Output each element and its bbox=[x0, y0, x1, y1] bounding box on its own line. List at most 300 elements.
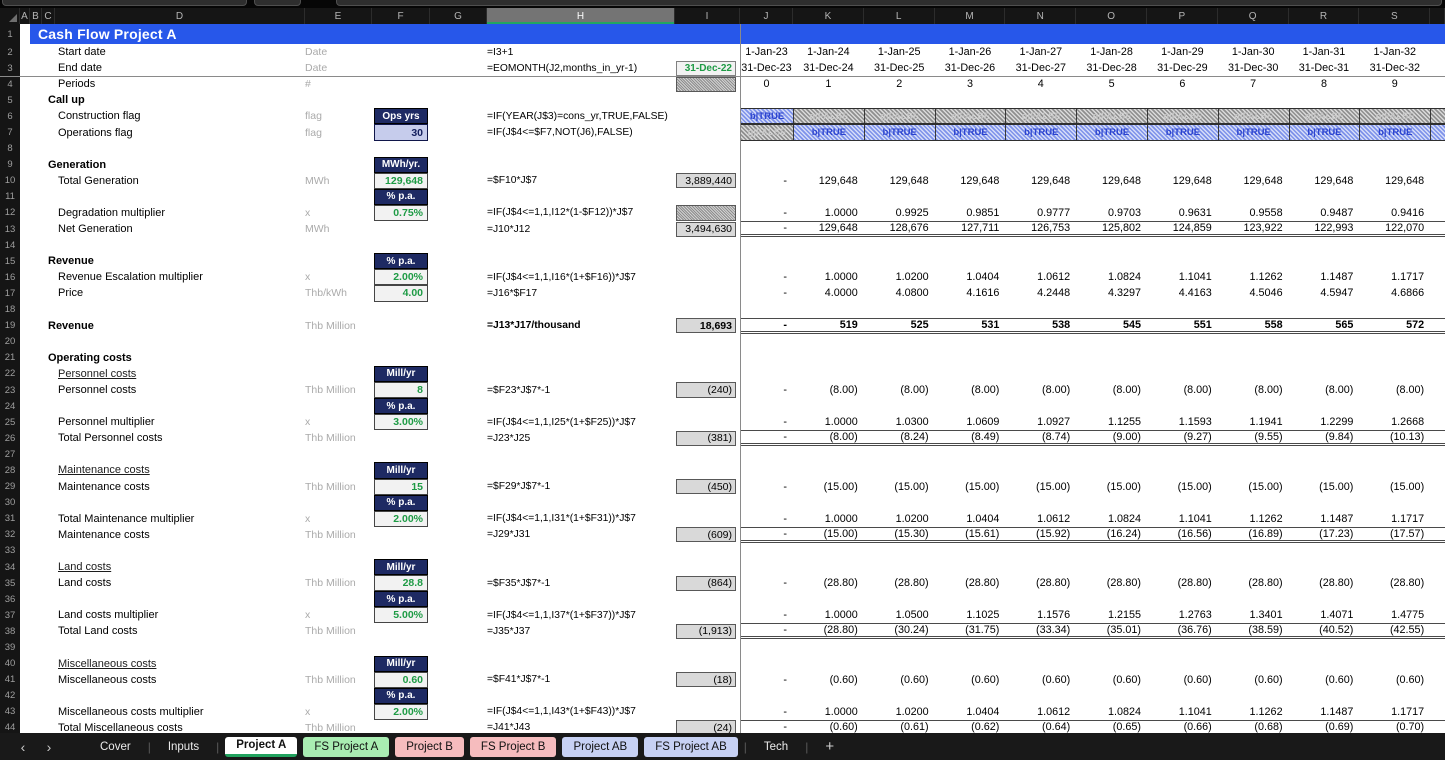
row-header-35[interactable]: 35 bbox=[0, 575, 20, 591]
cell-g11[interactable] bbox=[430, 189, 487, 205]
cell-o38[interactable]: (35.01) bbox=[1106, 624, 1141, 637]
cell-f25[interactable] bbox=[372, 414, 430, 430]
cell-g38[interactable] bbox=[430, 623, 487, 639]
cell-i22[interactable] bbox=[675, 366, 740, 382]
cell-g40[interactable] bbox=[430, 656, 487, 672]
cell-e8[interactable] bbox=[305, 141, 372, 157]
row-header-22[interactable]: 22 bbox=[0, 366, 20, 382]
cell-s17[interactable]: 4.6866 bbox=[1391, 287, 1425, 300]
cell-h25[interactable]: =IF(J$4<=1,1,I25*(1+$F25))*J$7 bbox=[487, 416, 636, 428]
cell-f3[interactable] bbox=[372, 60, 430, 76]
cell-m44[interactable]: (0.62) bbox=[971, 720, 1000, 733]
cell-s16[interactable]: 1.1717 bbox=[1391, 271, 1425, 284]
row-header-38[interactable]: 38 bbox=[0, 623, 20, 639]
cell-g3[interactable] bbox=[430, 60, 487, 76]
cell-t19[interactable] bbox=[1430, 319, 1445, 331]
cell-i37[interactable] bbox=[675, 607, 740, 623]
cell-h3[interactable]: =EOMONTH(J2,months_in_yr-1) bbox=[487, 62, 638, 74]
cell-h33[interactable] bbox=[487, 543, 675, 559]
cell-i3[interactable] bbox=[675, 60, 740, 76]
input-cell-f7[interactable]: 30 bbox=[374, 124, 428, 140]
cell-d37[interactable]: Land costs multiplier bbox=[58, 609, 159, 622]
column-header-a[interactable]: A bbox=[20, 8, 30, 24]
cell-s12[interactable]: 0.9416 bbox=[1391, 206, 1425, 219]
row-header-29[interactable]: 29 bbox=[0, 479, 20, 495]
cell-i26[interactable] bbox=[675, 430, 740, 446]
cell-p17[interactable]: 4.4163 bbox=[1178, 287, 1212, 300]
cell-r29[interactable]: (15.00) bbox=[1319, 480, 1354, 493]
cell-h2[interactable]: =I3+1 bbox=[487, 46, 514, 58]
cell-q29[interactable]: (15.00) bbox=[1248, 480, 1283, 493]
row-header-7[interactable]: 7 bbox=[0, 124, 20, 140]
cell-g19[interactable] bbox=[430, 318, 487, 334]
row-header-39[interactable]: 39 bbox=[0, 639, 20, 655]
cell-h20[interactable] bbox=[487, 334, 675, 350]
cell-i27[interactable] bbox=[675, 446, 740, 462]
cell-o2[interactable]: 1-Jan-28 bbox=[1090, 46, 1133, 59]
cell-d7[interactable]: Operations flag bbox=[58, 126, 133, 139]
cell-r7[interactable]: b|TRUE bbox=[1289, 125, 1360, 139]
cell-s32[interactable]: (17.57) bbox=[1389, 527, 1425, 540]
cell-d9[interactable]: Generation bbox=[48, 158, 107, 171]
value-cell-i13[interactable]: 3,494,630 bbox=[676, 222, 736, 237]
cell-p19[interactable]: 551 bbox=[1193, 318, 1212, 331]
row-header-6[interactable]: 6 bbox=[0, 108, 20, 124]
cell-h35[interactable]: =$F35*J$7*-1 bbox=[487, 577, 551, 589]
cell-f17[interactable] bbox=[372, 285, 430, 301]
cell-f27[interactable] bbox=[372, 446, 430, 462]
row-header-1[interactable]: 1 bbox=[0, 24, 20, 44]
cell-d31[interactable]: Total Maintenance multiplier bbox=[58, 512, 195, 525]
cell-n7[interactable]: b|TRUE bbox=[1005, 125, 1076, 139]
cell-p6[interactable]: g|FALSE bbox=[1147, 109, 1218, 123]
cell-j12[interactable]: - bbox=[783, 206, 787, 219]
cell-q32[interactable]: (16.89) bbox=[1248, 527, 1283, 540]
input-cell-f43[interactable]: 2.00% bbox=[374, 704, 428, 720]
cell-h16[interactable]: =IF(J$4<=1,1,I16*(1+$F16))*J$7 bbox=[487, 271, 636, 283]
cell-l41[interactable]: (0.60) bbox=[900, 673, 929, 686]
row-header-25[interactable]: 25 bbox=[0, 414, 20, 430]
cell-n13[interactable]: 126,753 bbox=[1031, 222, 1071, 235]
cell-e11[interactable] bbox=[305, 189, 372, 205]
cell-g16[interactable] bbox=[430, 269, 487, 285]
cell-l31[interactable]: 1.0200 bbox=[895, 512, 929, 525]
cell-k35[interactable]: (28.80) bbox=[823, 577, 858, 590]
cell-p29[interactable]: (15.00) bbox=[1177, 480, 1212, 493]
input-cell-f11[interactable]: % p.a. bbox=[374, 189, 428, 205]
cell-o10[interactable]: 129,648 bbox=[1101, 174, 1141, 187]
cell-i5[interactable] bbox=[675, 92, 740, 108]
cell-h32[interactable]: =J29*J31 bbox=[487, 529, 531, 541]
cell-h23[interactable]: =$F23*J$7*-1 bbox=[487, 384, 551, 396]
cell-f19[interactable] bbox=[372, 318, 430, 334]
cell-i40[interactable] bbox=[675, 656, 740, 672]
cell-h39[interactable] bbox=[487, 639, 675, 655]
cell-f44[interactable] bbox=[372, 720, 430, 733]
cell-e30[interactable] bbox=[305, 495, 372, 511]
input-cell-f41[interactable]: 0.60 bbox=[374, 672, 428, 688]
input-cell-f25[interactable]: 3.00% bbox=[374, 414, 428, 430]
cell-g26[interactable] bbox=[430, 430, 487, 446]
cell-m12[interactable]: 0.9851 bbox=[966, 206, 1000, 219]
cell-q7[interactable]: b|TRUE bbox=[1218, 125, 1289, 139]
row-header-42[interactable]: 42 bbox=[0, 688, 20, 704]
cell-m37[interactable]: 1.1025 bbox=[966, 609, 1000, 622]
cell-s37[interactable]: 1.4775 bbox=[1391, 609, 1425, 622]
cell-f7[interactable] bbox=[372, 124, 430, 140]
cell-e25[interactable]: x bbox=[305, 416, 311, 429]
cell-m25[interactable]: 1.0609 bbox=[966, 416, 1000, 429]
cell-b1-title[interactable] bbox=[30, 24, 1445, 44]
cell-r12[interactable]: 0.9487 bbox=[1320, 206, 1354, 219]
cell-g6[interactable] bbox=[430, 108, 487, 124]
cell-r16[interactable]: 1.1487 bbox=[1320, 271, 1354, 284]
column-header-g[interactable]: G bbox=[430, 8, 487, 24]
cell-f14[interactable] bbox=[372, 237, 430, 253]
cell-g35[interactable] bbox=[430, 575, 487, 591]
cell-g7[interactable] bbox=[430, 124, 487, 140]
cell-e19[interactable]: Thb Million bbox=[305, 319, 356, 332]
cell-o23[interactable]: (8.00) bbox=[1112, 384, 1141, 397]
cell-d18[interactable] bbox=[20, 302, 305, 318]
cell-t26[interactable] bbox=[1430, 431, 1445, 443]
cell-g17[interactable] bbox=[430, 285, 487, 301]
cell-g30[interactable] bbox=[430, 495, 487, 511]
row-header-3[interactable]: 3 bbox=[0, 60, 20, 76]
cell-m4[interactable]: 3 bbox=[966, 78, 973, 91]
cell-g9[interactable] bbox=[430, 157, 487, 173]
cell-h29[interactable]: =$F29*J$7*-1 bbox=[487, 481, 551, 493]
cell-j16[interactable]: - bbox=[783, 271, 787, 284]
cell-s41[interactable]: (0.60) bbox=[1395, 673, 1425, 686]
cell-o29[interactable]: (15.00) bbox=[1106, 480, 1141, 493]
cell-e43[interactable]: x bbox=[305, 705, 311, 718]
cell-q35[interactable]: (28.80) bbox=[1248, 577, 1283, 590]
cell-d36[interactable] bbox=[20, 591, 305, 607]
tab-cover[interactable]: Cover bbox=[100, 740, 131, 753]
tab-inputs[interactable]: Inputs bbox=[167, 740, 200, 753]
cell-l29[interactable]: (15.00) bbox=[894, 480, 929, 493]
value-cell-i12[interactable] bbox=[676, 205, 736, 220]
row-header-12[interactable]: 12 bbox=[0, 205, 20, 221]
cell-g4[interactable] bbox=[430, 76, 487, 92]
cell-h12[interactable]: =IF(J$4<=1,1,I12*(1-$F12))*J$7 bbox=[487, 207, 634, 219]
cell-h21[interactable] bbox=[487, 350, 675, 366]
cell-s19[interactable]: 572 bbox=[1406, 318, 1425, 331]
cell-q2[interactable]: 1-Jan-30 bbox=[1231, 46, 1275, 59]
cell-d23[interactable]: Personnel costs bbox=[58, 384, 137, 397]
cell-f33[interactable] bbox=[372, 543, 430, 559]
cell-f4[interactable] bbox=[372, 76, 430, 92]
cell-n19[interactable]: 538 bbox=[1052, 318, 1071, 331]
cell-d39[interactable] bbox=[20, 639, 305, 655]
cell-m7[interactable]: b|TRUE bbox=[935, 125, 1006, 139]
cell-j37[interactable]: - bbox=[783, 609, 787, 622]
cell-p35[interactable]: (28.80) bbox=[1177, 577, 1212, 590]
cell-p2[interactable]: 1-Jan-29 bbox=[1161, 46, 1204, 59]
row-header-8[interactable]: 8 bbox=[0, 141, 20, 157]
add-sheet-button[interactable]: + bbox=[825, 738, 835, 755]
select-all-corner[interactable] bbox=[0, 8, 20, 24]
cell-f5[interactable] bbox=[372, 92, 430, 108]
cell-i42[interactable] bbox=[675, 688, 740, 704]
cell-t37[interactable] bbox=[1430, 607, 1445, 623]
cell-f18[interactable] bbox=[372, 302, 430, 318]
cell-s3[interactable]: 31-Dec-32 bbox=[1369, 62, 1420, 75]
cell-e23[interactable]: Thb Million bbox=[305, 384, 356, 397]
cell-h19[interactable]: =J13*J17/thousand bbox=[487, 320, 581, 332]
cell-g41[interactable] bbox=[430, 672, 487, 688]
cell-h22[interactable] bbox=[487, 366, 675, 382]
value-cell-i29[interactable]: (450) bbox=[676, 479, 736, 494]
cell-i17[interactable] bbox=[675, 285, 740, 301]
cell-n12[interactable]: 0.9777 bbox=[1037, 206, 1071, 219]
row-header-33[interactable]: 33 bbox=[0, 543, 20, 559]
cell-g37[interactable] bbox=[430, 607, 487, 623]
cell-q16[interactable]: 1.1262 bbox=[1249, 271, 1283, 284]
cell-e13[interactable]: MWh bbox=[305, 223, 330, 236]
cell-h44[interactable]: =J41*J43 bbox=[487, 722, 531, 733]
cell-o44[interactable]: (0.65) bbox=[1112, 720, 1141, 733]
cell-h36[interactable] bbox=[487, 591, 675, 607]
cell-m31[interactable]: 1.0404 bbox=[966, 512, 1000, 525]
row-header-19[interactable]: 19 bbox=[0, 318, 20, 334]
cell-f6[interactable] bbox=[372, 108, 430, 124]
cell-h27[interactable] bbox=[487, 446, 675, 462]
cell-f30[interactable] bbox=[372, 495, 430, 511]
cell-g15[interactable] bbox=[430, 253, 487, 269]
cell-h10[interactable]: =$F10*J$7 bbox=[487, 175, 538, 187]
cell-d15[interactable]: Revenue bbox=[48, 255, 94, 268]
cell-h8[interactable] bbox=[487, 141, 675, 157]
cell-f42[interactable] bbox=[372, 688, 430, 704]
cell-n43[interactable]: 1.0612 bbox=[1037, 705, 1071, 718]
cell-l6[interactable]: g|FALSE bbox=[864, 109, 935, 123]
cell-t17[interactable] bbox=[1430, 285, 1445, 301]
input-cell-f12[interactable]: 0.75% bbox=[374, 205, 428, 221]
input-cell-f22[interactable]: Mill/yr bbox=[374, 366, 428, 382]
cell-i39[interactable] bbox=[675, 639, 740, 655]
cell-r26[interactable]: (9.84) bbox=[1325, 431, 1354, 444]
cell-l37[interactable]: 1.0500 bbox=[895, 609, 929, 622]
cell-d12[interactable]: Degradation multiplier bbox=[58, 206, 165, 219]
cell-o43[interactable]: 1.0824 bbox=[1107, 705, 1141, 718]
cell-g2[interactable] bbox=[430, 44, 487, 60]
input-cell-f34[interactable]: Mill/yr bbox=[374, 559, 428, 575]
column-header-s[interactable]: S bbox=[1359, 8, 1430, 24]
cell-j31[interactable]: - bbox=[783, 512, 787, 525]
value-cell-i44[interactable]: (24) bbox=[676, 720, 736, 733]
cell-f35[interactable] bbox=[372, 575, 430, 591]
cell-l26[interactable]: (8.24) bbox=[900, 431, 929, 444]
cell-e4[interactable]: # bbox=[305, 78, 311, 91]
cell-e26[interactable]: Thb Million bbox=[305, 432, 356, 445]
cell-r17[interactable]: 4.5947 bbox=[1320, 287, 1354, 300]
cell-k10[interactable]: 129,648 bbox=[818, 174, 858, 187]
cell-m3[interactable]: 31-Dec-26 bbox=[944, 62, 996, 75]
row-header-20[interactable]: 20 bbox=[0, 334, 20, 350]
cell-h28[interactable] bbox=[487, 462, 675, 478]
cell-q19[interactable]: 558 bbox=[1264, 318, 1283, 331]
cell-i25[interactable] bbox=[675, 414, 740, 430]
cell-t25[interactable] bbox=[1430, 414, 1445, 430]
cell-s7[interactable]: b|TRUE bbox=[1359, 125, 1430, 139]
cell-e27[interactable] bbox=[305, 446, 372, 462]
cell-f11[interactable] bbox=[372, 189, 430, 205]
cell-e20[interactable] bbox=[305, 334, 372, 350]
cell-i19[interactable] bbox=[675, 318, 740, 334]
cell-e38[interactable]: Thb Million bbox=[305, 625, 356, 638]
cell-h24[interactable] bbox=[487, 398, 675, 414]
cell-f15[interactable] bbox=[372, 253, 430, 269]
cell-r19[interactable]: 565 bbox=[1335, 318, 1354, 331]
cell-q10[interactable]: 129,648 bbox=[1243, 174, 1283, 187]
cell-f43[interactable] bbox=[372, 704, 430, 720]
cell-h41[interactable]: =$F41*J$7*-1 bbox=[487, 674, 551, 686]
cell-d14[interactable] bbox=[20, 237, 305, 253]
cell-j3[interactable]: 31-Dec-23 bbox=[741, 62, 792, 75]
cell-e9[interactable] bbox=[305, 157, 372, 173]
cell-t12[interactable] bbox=[1430, 205, 1445, 221]
cell-r38[interactable]: (40.52) bbox=[1319, 624, 1354, 637]
cell-l12[interactable]: 0.9925 bbox=[895, 206, 929, 219]
value-cell-i26[interactable]: (381) bbox=[676, 431, 736, 446]
cell-d26[interactable]: Total Personnel costs bbox=[58, 432, 163, 445]
cell-o16[interactable]: 1.0824 bbox=[1107, 271, 1141, 284]
input-cell-f36[interactable]: % p.a. bbox=[374, 591, 428, 607]
row-header-4[interactable]: 4 bbox=[0, 76, 20, 92]
tab-project-b[interactable]: Project B bbox=[395, 737, 464, 757]
cell-i6[interactable] bbox=[675, 108, 740, 124]
cell-e15[interactable] bbox=[305, 253, 372, 269]
cell-j35[interactable]: - bbox=[783, 577, 787, 590]
cell-q41[interactable]: (0.60) bbox=[1254, 673, 1283, 686]
cell-m29[interactable]: (15.00) bbox=[965, 480, 1000, 493]
cell-h18[interactable] bbox=[487, 302, 675, 318]
cell-j23[interactable]: - bbox=[783, 384, 787, 397]
cell-o19[interactable]: 545 bbox=[1122, 318, 1141, 331]
input-cell-f37[interactable]: 5.00% bbox=[374, 607, 428, 623]
cell-f12[interactable] bbox=[372, 205, 430, 221]
cell-r23[interactable]: (8.00) bbox=[1325, 384, 1354, 397]
cell-e14[interactable] bbox=[305, 237, 372, 253]
cell-k3[interactable]: 31-Dec-24 bbox=[803, 62, 854, 75]
cell-i36[interactable] bbox=[675, 591, 740, 607]
cell-e17[interactable]: Thb/kWh bbox=[305, 287, 348, 300]
row-header-24[interactable]: 24 bbox=[0, 398, 20, 414]
cell-e44[interactable]: Thb Million bbox=[305, 721, 356, 733]
input-cell-f28[interactable]: Mill/yr bbox=[374, 462, 428, 478]
cell-i14[interactable] bbox=[675, 237, 740, 253]
cell-h38[interactable]: =J35*J37 bbox=[487, 625, 531, 637]
cell-m41[interactable]: (0.60) bbox=[971, 673, 1000, 686]
cell-e40[interactable] bbox=[305, 656, 372, 672]
cell-j17[interactable]: - bbox=[783, 287, 787, 300]
cell-o4[interactable]: 5 bbox=[1108, 78, 1115, 91]
column-header-h[interactable]: H bbox=[487, 8, 675, 24]
cell-d21[interactable]: Operating costs bbox=[48, 351, 132, 364]
input-cell-f30[interactable]: % p.a. bbox=[374, 495, 428, 511]
cell-k2[interactable]: 1-Jan-24 bbox=[807, 46, 850, 59]
cell-k43[interactable]: 1.0000 bbox=[824, 705, 858, 718]
cell-e16[interactable]: x bbox=[305, 271, 311, 284]
cell-s6[interactable]: g|FALSE bbox=[1359, 109, 1430, 123]
cell-p38[interactable]: (36.76) bbox=[1177, 624, 1212, 637]
cell-t32[interactable] bbox=[1430, 528, 1445, 540]
tab-fs-project-b[interactable]: FS Project B bbox=[470, 737, 557, 757]
column-header-m[interactable]: M bbox=[935, 8, 1006, 24]
cell-s25[interactable]: 1.2668 bbox=[1391, 416, 1425, 429]
cell-n2[interactable]: 1-Jan-27 bbox=[1019, 46, 1063, 59]
cell-r44[interactable]: (0.69) bbox=[1325, 720, 1354, 733]
cell-s4[interactable]: 9 bbox=[1391, 78, 1398, 91]
cell-e29[interactable]: Thb Million bbox=[305, 480, 356, 493]
cell-f41[interactable] bbox=[372, 672, 430, 688]
row-header-37[interactable]: 37 bbox=[0, 607, 20, 623]
column-header-c[interactable]: C bbox=[42, 8, 55, 24]
cell-o12[interactable]: 0.9703 bbox=[1107, 206, 1141, 219]
cell-p41[interactable]: (0.60) bbox=[1183, 673, 1212, 686]
cell-d20[interactable] bbox=[20, 334, 305, 350]
cell-l44[interactable]: (0.61) bbox=[900, 720, 929, 733]
cell-n26[interactable]: (8.74) bbox=[1041, 431, 1071, 444]
cell-p13[interactable]: 124,859 bbox=[1172, 222, 1212, 235]
tab-fs-project-a[interactable]: FS Project A bbox=[303, 737, 389, 757]
cell-e28[interactable] bbox=[305, 462, 372, 478]
cell-l43[interactable]: 1.0200 bbox=[895, 705, 929, 718]
cell-k16[interactable]: 1.0000 bbox=[824, 271, 858, 284]
cell-a1[interactable] bbox=[20, 24, 30, 44]
input-cell-f9[interactable]: MWh/yr. bbox=[374, 157, 428, 173]
row-header-14[interactable]: 14 bbox=[0, 237, 20, 253]
cell-g44[interactable] bbox=[430, 720, 487, 733]
row-header-2[interactable]: 2 bbox=[0, 44, 20, 60]
cell-m38[interactable]: (31.75) bbox=[965, 624, 1000, 637]
cell-p31[interactable]: 1.1041 bbox=[1178, 512, 1212, 525]
cell-e39[interactable] bbox=[305, 639, 372, 655]
cell-o31[interactable]: 1.0824 bbox=[1107, 512, 1141, 525]
cell-i21[interactable] bbox=[675, 350, 740, 366]
cell-n31[interactable]: 1.0612 bbox=[1037, 512, 1071, 525]
tab-fs-project-ab[interactable]: FS Project AB bbox=[644, 737, 738, 757]
cell-d34[interactable]: Land costs bbox=[58, 561, 112, 574]
row-header-31[interactable]: 31 bbox=[0, 511, 20, 527]
cell-i32[interactable] bbox=[675, 527, 740, 543]
column-header-q[interactable]: Q bbox=[1218, 8, 1289, 24]
cell-l2[interactable]: 1-Jan-25 bbox=[877, 46, 921, 59]
cell-i28[interactable] bbox=[675, 462, 740, 478]
cell-r31[interactable]: 1.1487 bbox=[1320, 512, 1354, 525]
cell-f28[interactable] bbox=[372, 462, 430, 478]
cell-k23[interactable]: (8.00) bbox=[829, 384, 858, 397]
cell-s35[interactable]: (28.80) bbox=[1389, 577, 1425, 590]
cell-d35[interactable]: Land costs bbox=[58, 577, 112, 590]
cell-n6[interactable]: g|FALSE bbox=[1005, 109, 1076, 123]
cell-t29[interactable] bbox=[1430, 479, 1445, 495]
cell-l19[interactable]: 525 bbox=[910, 318, 929, 331]
cell-i33[interactable] bbox=[675, 543, 740, 559]
row-header-34[interactable]: 34 bbox=[0, 559, 20, 575]
cell-i11[interactable] bbox=[675, 189, 740, 205]
input-cell-f42[interactable]: % p.a. bbox=[374, 688, 428, 704]
cell-k38[interactable]: (28.80) bbox=[823, 624, 858, 637]
cell-d16[interactable]: Revenue Escalation multiplier bbox=[58, 271, 203, 284]
cell-e24[interactable] bbox=[305, 398, 372, 414]
cell-e37[interactable]: x bbox=[305, 609, 311, 622]
cell-e2[interactable]: Date bbox=[305, 46, 328, 59]
cell-t13[interactable] bbox=[1430, 222, 1445, 234]
cell-g21[interactable] bbox=[430, 350, 487, 366]
